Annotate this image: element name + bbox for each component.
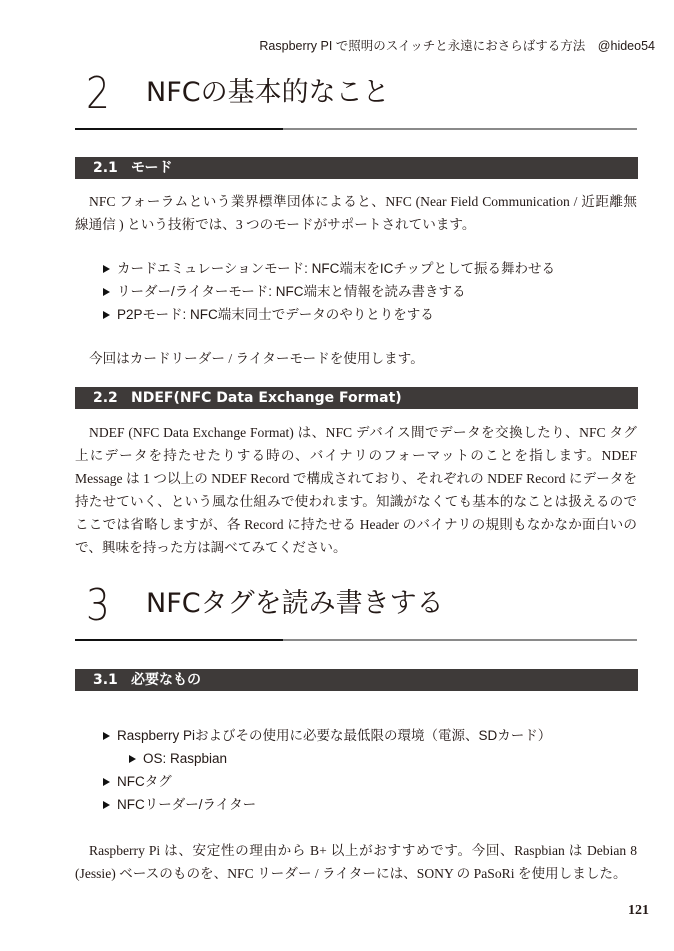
section-title: モード [131,160,173,176]
running-head: Raspberry PI で照明のスイッチと永遠におさらばする方法 @hideo54 [259,39,655,53]
paragraph: NFC フォーラムという業界標準団体によると、NFC (Near Field Communication / 近距離無線通信 ) という技術では、3 つのモードがサポートされています。 [75,194,637,232]
section-heading [75,669,638,691]
section-number: 3.1 [93,672,118,688]
list-item: リーダー/ライターモード: NFC端末と情報を読み書きする [103,280,555,303]
triangle-bullet-icon [103,265,110,273]
sub-list-item: OS: Raspbian [129,747,551,770]
list-item: カードエミュレーションモード: NFC端末をICチップとして振る舞わせる [103,257,555,280]
triangle-bullet-icon [103,288,110,296]
bullet-list [103,724,551,816]
list-item: P2Pモード: NFC端末同士でデータのやりとりをする [103,303,555,326]
section-heading [75,157,638,179]
list-item: NFCタグ [103,770,551,793]
chapter-title: NFCタグを読み書きする [146,588,444,619]
triangle-bullet-icon [103,778,110,786]
triangle-bullet-icon [103,801,110,809]
chapter-title: NFCの基本的なこと [146,77,390,108]
section-title: NDEF(NFC Data Exchange Format) [131,390,402,406]
paragraph: NDEF (NFC Data Exchange Format) は、NFC デバイス間でデータを交換したり、NFC タグ上にデータを持たせたりする時の、バイナリのフォーマットのことを指します。NDEF Message は 1 つ以上の NDEF Record で構成されており、それぞれの NDEF Record にデータを持たせていく、という風な仕組みで使われます。知識がなくても基本的なことは扱えるのでここでは省略しますが、各 Record に持たせる Header のバイナリの規則もなかなか面白いので、興味を持った方は調べてみてください。 [75,425,637,555]
section-heading [75,387,638,409]
list-item: NFCリーダー/ライター [103,793,551,816]
triangle-bullet-icon [103,732,110,740]
bullet-list [103,257,555,326]
list-item: Raspberry Piおよびその使用に必要な最低限の環境（電源、SDカード） [103,724,551,747]
section-title: 必要なもの [131,672,201,688]
triangle-bullet-icon [129,755,136,763]
paragraph: 今回はカードリーダー / ライターモードを使用します。 [89,351,424,366]
chapter-rule [75,128,637,130]
chapter-number: 2 [86,68,110,119]
section-number: 2.2 [93,390,118,406]
chapter-rule [75,639,637,641]
triangle-bullet-icon [103,311,110,319]
page-number: 121 [628,903,649,918]
section-number: 2.1 [93,160,118,176]
chapter-number: 3 [86,580,110,631]
paragraph: Raspberry Pi は、安定性の理由から B+ 以上がおすすめです。今回、Raspbian は Debian 8 (Jessie) ベースのものを、NFC リーダー / ライターには、SONY の PaSoRi を使用しました。 [75,843,637,881]
